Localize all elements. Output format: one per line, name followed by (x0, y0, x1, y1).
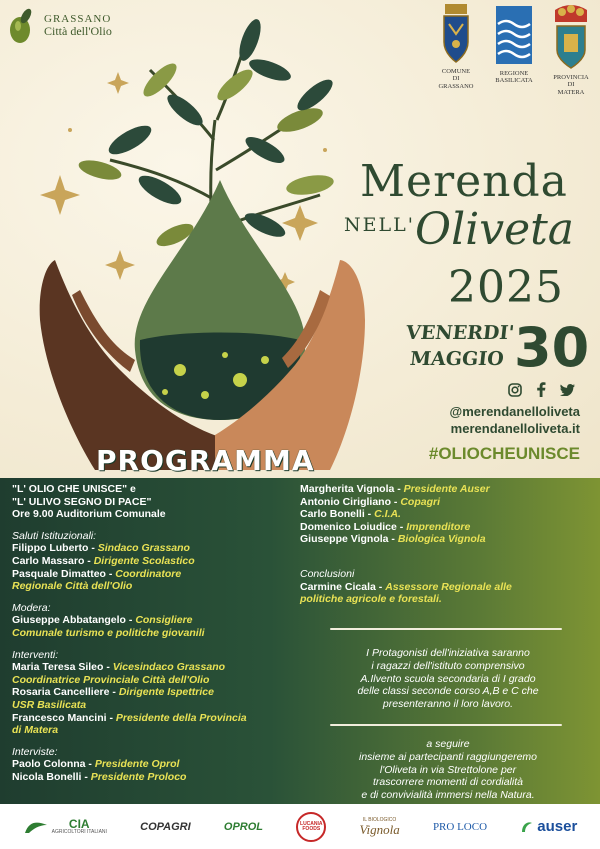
sponsor-name: Vignola (359, 821, 400, 837)
sponsor-auser-logo (520, 818, 577, 835)
hashtag: #OLIOCHEUNISCE (428, 444, 580, 463)
note-line: A.Ilvento scuola secondaria di I grado (360, 672, 536, 685)
speaker-name: Maria Teresa Sileo (12, 661, 104, 674)
a-seguire-note (306, 738, 590, 802)
speaker-role: Vicesindaco Grassano (112, 661, 226, 674)
note-line: i ragazzi dell'istituto comprensivo (371, 659, 525, 672)
intro-line3: Ore 9.00 Auditorium Comunale (12, 508, 166, 521)
speaker-row (300, 581, 596, 594)
separator: - (85, 758, 95, 771)
separator: - (125, 614, 136, 627)
speaker-row (12, 568, 312, 581)
separator: - (394, 483, 404, 495)
regione-crest-icon (494, 4, 534, 68)
sponsor-sub: IL BIOLOGICO (362, 816, 397, 823)
separator: - (81, 770, 91, 783)
crest-label: DI (452, 75, 460, 83)
note-line: presenteranno il loro lavoro. (382, 698, 514, 711)
saluti-title: Saluti Istituzionali: (12, 529, 97, 542)
speaker-name: Nicola Bonelli (12, 770, 82, 783)
separator: - (84, 554, 94, 567)
note-line: delle classi seconde corso A,B e C che (357, 685, 539, 698)
speaker-row (12, 686, 312, 699)
olive-logo-icon (6, 6, 38, 46)
separator: - (375, 580, 386, 593)
speaker-row (300, 496, 596, 509)
instagram-icon[interactable] (508, 383, 522, 397)
separator: - (103, 661, 113, 674)
provincia-crest-icon (552, 2, 590, 72)
modera-title: Modera: (12, 601, 51, 614)
crest-label: REGIONE (499, 70, 529, 77)
sponsor-name: OPROL (223, 820, 264, 833)
facebook-icon[interactable] (536, 382, 546, 397)
note-line: l'Oliveta in via Strettolone per (379, 763, 517, 776)
speaker-role: Presidente della Provincia (115, 711, 247, 724)
auser-swirl-icon (520, 820, 534, 834)
speaker-name: Carmine Cicala (300, 580, 376, 593)
note-line: insieme ai partecipanti raggiungeremo (358, 750, 538, 763)
speaker-role: Sindaco Grassano (97, 542, 190, 555)
note-line: a seguire (426, 738, 470, 750)
speaker-name: Margherita Vignola (300, 483, 395, 495)
speaker-role-continued: USR Basilicata (12, 698, 87, 711)
speaker-row (12, 542, 312, 555)
speaker-role: Presidente Proloco (90, 770, 187, 783)
speaker-name: Carlo Bonelli (300, 508, 365, 521)
cia-leaf-icon (23, 819, 49, 835)
grassano-logo (6, 6, 112, 46)
crest-label: BASILICATA (495, 77, 533, 85)
crest-comune-grassano (432, 2, 480, 90)
speaker-row (300, 508, 596, 521)
separator: - (391, 495, 401, 508)
crest-label: DI (567, 81, 575, 89)
interviste-title: Interviste: (12, 745, 58, 758)
sponsor-cia-logo (23, 818, 107, 835)
sponsor-sub: AGRICOLTORI ITALIANI (51, 829, 107, 835)
divider (330, 724, 562, 726)
separator: - (109, 686, 119, 699)
sponsor-proloco-logo (433, 821, 487, 833)
speaker-role: Presidente Oprol (94, 758, 180, 771)
crest-regione-basilicata (490, 4, 538, 85)
title-year: 2025 (448, 262, 564, 313)
sponsor-sub: FOODS (302, 825, 321, 832)
note-line: trascorrere momenti di cordialità (373, 776, 523, 789)
speaker-name: Giuseppe Abbatangelo (12, 614, 126, 627)
social-handle[interactable]: @merendanelloliveta (449, 404, 580, 419)
program-left-column (12, 483, 312, 783)
note-line: I Protagonisti dell'iniziativa saranno (366, 647, 530, 659)
social-icons (508, 382, 575, 397)
interventi-title: Interventi: (12, 648, 59, 661)
sponsor-name: auser (537, 818, 578, 835)
separator: - (105, 567, 116, 580)
speaker-role-continued: Regionale Città dell'Olio (12, 580, 133, 593)
speaker-name: Carlo Massaro (12, 554, 85, 567)
speaker-row (300, 483, 596, 496)
crest-label: MATERA (557, 88, 585, 96)
sponsor-copagri-logo (140, 821, 191, 833)
speaker-name: Pasquale Dimatteo (12, 567, 106, 580)
sponsor-vignola-logo (360, 818, 400, 836)
speaker-row (300, 533, 596, 546)
intro-line2: "L' ULIVO SEGNO DI PACE" (12, 495, 152, 508)
divider (330, 628, 562, 630)
speaker-name: Filippo Luberto (12, 542, 89, 555)
sponsor-name: COPAGRI (140, 820, 191, 833)
title-merenda: Merenda (360, 156, 568, 207)
protagonisti-note (306, 647, 590, 711)
speaker-role: Presidente Auser (403, 483, 490, 495)
crest-label: COMUNE (441, 68, 471, 75)
speaker-row (12, 771, 312, 784)
speaker-row (300, 521, 596, 534)
date-number: 30 (514, 316, 590, 379)
speaker-name: Rosaria Cancelliere (12, 686, 110, 699)
speaker-role: Consigliere (135, 614, 193, 627)
crest-label: PROVINCIA (553, 74, 589, 81)
speaker-role-continued: Comunale turismo e politiche giovanili (12, 626, 205, 639)
speaker-row (12, 758, 312, 771)
sponsor-name: PRO LOCO (432, 820, 488, 833)
speaker-role: Biologica Vignola (397, 533, 486, 546)
comune-crest-icon (441, 2, 471, 66)
speaker-name: Domenico Loiudice (300, 520, 397, 533)
speaker-row (12, 712, 312, 725)
separator: - (88, 542, 98, 555)
sponsor-name: LUCANIA (300, 820, 323, 827)
note-line: e di convivialità immersi nella Natura. (361, 789, 535, 802)
speaker-name: Antonio Cirigliano (300, 495, 391, 508)
speaker-role: Copagri (400, 495, 441, 508)
speaker-name: Giuseppe Vignola (300, 533, 389, 546)
separator: - (396, 520, 407, 533)
olive-drop-hands-illustration (0, 0, 380, 470)
separator: - (364, 508, 375, 521)
speaker-role-continued: politiche agricole e forestali. (300, 593, 442, 606)
speaker-role: Assessore Regionale alle (385, 580, 512, 593)
date-month: MAGGIO (408, 348, 505, 370)
separator: - (106, 711, 116, 724)
logo-line1: GRASSANO (44, 12, 112, 25)
conclusioni-title: Conclusioni (300, 567, 355, 580)
separator: - (388, 533, 398, 546)
speaker-role: Dirigente Scolastico (93, 554, 195, 567)
sponsor-bar (0, 804, 600, 849)
logo-line2: Città dell'Olio (44, 24, 112, 39)
speaker-role: C.I.A. (374, 508, 401, 521)
speaker-row (12, 661, 312, 674)
speaker-role: Dirigente Ispettrice (118, 686, 214, 699)
speaker-role-continued: di Matera (12, 724, 59, 737)
speaker-role: Coordinatore (115, 567, 182, 580)
crest-label: GRASSANO (438, 82, 474, 90)
program-right-column (300, 483, 596, 606)
program-heading: PROGRAMMA (96, 444, 315, 477)
date-day: VENERDI' (404, 322, 516, 344)
speaker-name: Francesco Mancini (12, 711, 107, 724)
twitter-icon[interactable] (560, 384, 575, 396)
speaker-name: Paolo Colonna (12, 758, 86, 771)
sponsor-oprol-logo (224, 821, 263, 833)
sponsor-lucania-foods-logo (296, 812, 326, 842)
website-link[interactable]: merendanelloliveta.it (450, 421, 580, 436)
title-nell: NELL' (344, 214, 415, 236)
title-oliveta: Oliveta (415, 204, 575, 255)
sponsor-name: CIA (68, 817, 90, 831)
speaker-row (12, 614, 312, 627)
speaker-role-continued: Coordinatrice Provinciale Città dell'Olio (12, 673, 210, 686)
intro-line1: "L' OLIO CHE UNISCE" e (12, 483, 136, 495)
speaker-role: Imprenditore (406, 520, 471, 533)
speaker-row (12, 555, 312, 568)
crest-provincia-matera (546, 2, 596, 96)
